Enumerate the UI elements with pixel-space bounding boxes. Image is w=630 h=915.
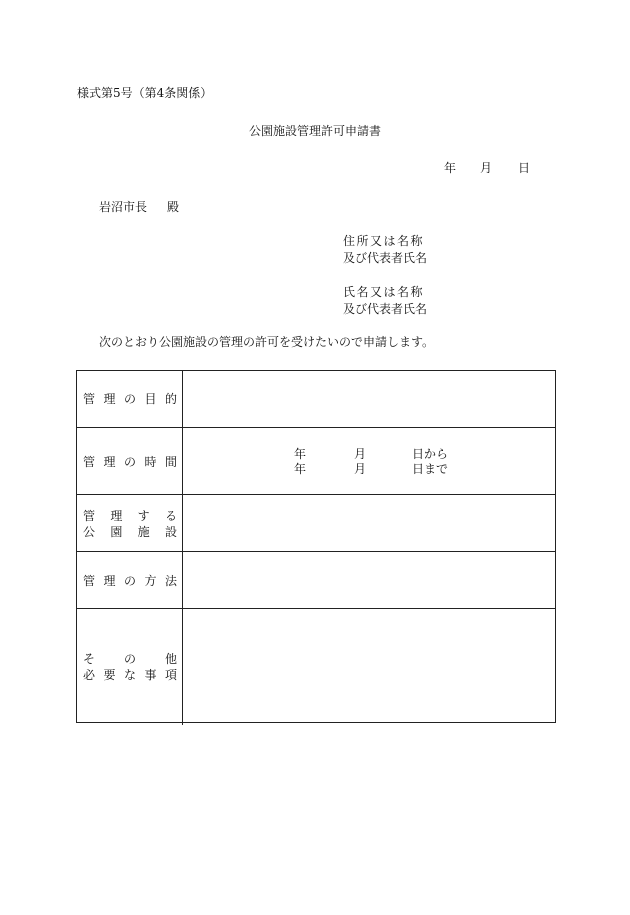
- table-row-period: [77, 427, 555, 495]
- row-label-char: 設: [164, 524, 177, 539]
- row-label-line: [83, 667, 177, 683]
- period-to-month: 月: [354, 462, 367, 476]
- row-label-char: 他: [164, 652, 177, 666]
- facility-field[interactable]: [184, 495, 555, 552]
- row-label-char: る: [164, 508, 177, 523]
- row-label-line: [83, 508, 177, 524]
- applicant-name-label: 氏名又は名称: [343, 285, 425, 299]
- table-row-other: [77, 608, 555, 725]
- other-field[interactable]: [184, 609, 555, 725]
- row-label-char: す: [137, 508, 150, 523]
- period-field[interactable]: [184, 428, 555, 495]
- period-range: [294, 447, 448, 477]
- row-label-char: 事: [144, 668, 157, 682]
- applicant-address-block: [343, 234, 427, 265]
- row-label: [77, 428, 183, 495]
- row-label-line: [83, 573, 177, 589]
- date-day-label: 日: [518, 161, 531, 175]
- applicant-address-label-2: 及び代表者氏名: [343, 251, 428, 265]
- row-label-char: 的: [164, 392, 177, 406]
- row-label-char: の: [123, 392, 136, 406]
- row-label-char: 法: [164, 573, 177, 588]
- row-label-char: 方: [144, 573, 157, 588]
- row-label-char: 項: [164, 668, 177, 682]
- row-label-char: 管: [83, 454, 96, 469]
- purpose-field[interactable]: [184, 371, 555, 427]
- row-label-char: 要: [103, 668, 116, 682]
- row-label-line: [83, 454, 177, 470]
- method-field[interactable]: [184, 552, 555, 609]
- row-label-char: 管: [83, 573, 96, 588]
- row-label-char: の: [123, 454, 136, 469]
- row-label-line: [83, 391, 177, 407]
- row-label-char: 理: [103, 392, 116, 406]
- period-to: [294, 462, 448, 477]
- row-label-char: 間: [164, 454, 177, 469]
- row-label-char: 園: [110, 524, 123, 539]
- row-label-char: 理: [103, 454, 116, 469]
- row-label-char: 理: [110, 508, 123, 523]
- table-row-method: [77, 551, 555, 609]
- period-from: [294, 447, 448, 462]
- addressee-name: 岩沼市長: [99, 200, 148, 214]
- date-year-label: 年: [444, 161, 457, 175]
- row-label-char: の: [123, 573, 136, 588]
- period-to-day: 日まで: [412, 462, 449, 476]
- row-label-char: そ: [83, 652, 96, 666]
- row-label-char: の: [123, 652, 136, 666]
- applicant-name-label-2: 及び代表者氏名: [343, 302, 428, 316]
- row-label-char: 施: [137, 524, 150, 539]
- row-label-char: 管: [83, 508, 96, 523]
- row-label-line: [83, 524, 177, 540]
- period-from-day: 日から: [412, 447, 449, 461]
- date-month-label: 月: [480, 161, 493, 175]
- addressee-honorific: 殿: [167, 200, 180, 214]
- form-number: 様式第5号（第4条関係）: [77, 86, 213, 100]
- application-table: [76, 370, 556, 723]
- table-row-purpose: [77, 371, 555, 427]
- submission-date: [444, 161, 530, 175]
- row-label-char: 目: [144, 392, 157, 406]
- row-label-line: [83, 651, 177, 667]
- applicant-name-block: [343, 285, 427, 316]
- document-title: 公園施設管理許可申請書: [248, 124, 381, 138]
- table-row-facility: [77, 494, 555, 552]
- period-from-month: 月: [354, 447, 367, 461]
- row-label: [77, 552, 183, 609]
- addressee: [99, 200, 179, 214]
- intro-text: 次のとおり公園施設の管理の許可を受けたいので申請します。: [99, 335, 435, 349]
- applicant-address-label: 住所又は名称: [343, 234, 425, 248]
- row-label: [77, 371, 183, 427]
- row-label-char: な: [123, 668, 136, 682]
- row-label: [77, 495, 183, 552]
- row-label-char: 管: [83, 392, 96, 406]
- row-label-char: 必: [83, 668, 96, 682]
- period-from-year: 年: [294, 447, 307, 461]
- row-label-char: 時: [144, 454, 157, 469]
- row-label: [77, 609, 183, 725]
- row-label-char: 公: [83, 524, 96, 539]
- period-to-year: 年: [294, 462, 307, 476]
- row-label-char: 理: [103, 573, 116, 588]
